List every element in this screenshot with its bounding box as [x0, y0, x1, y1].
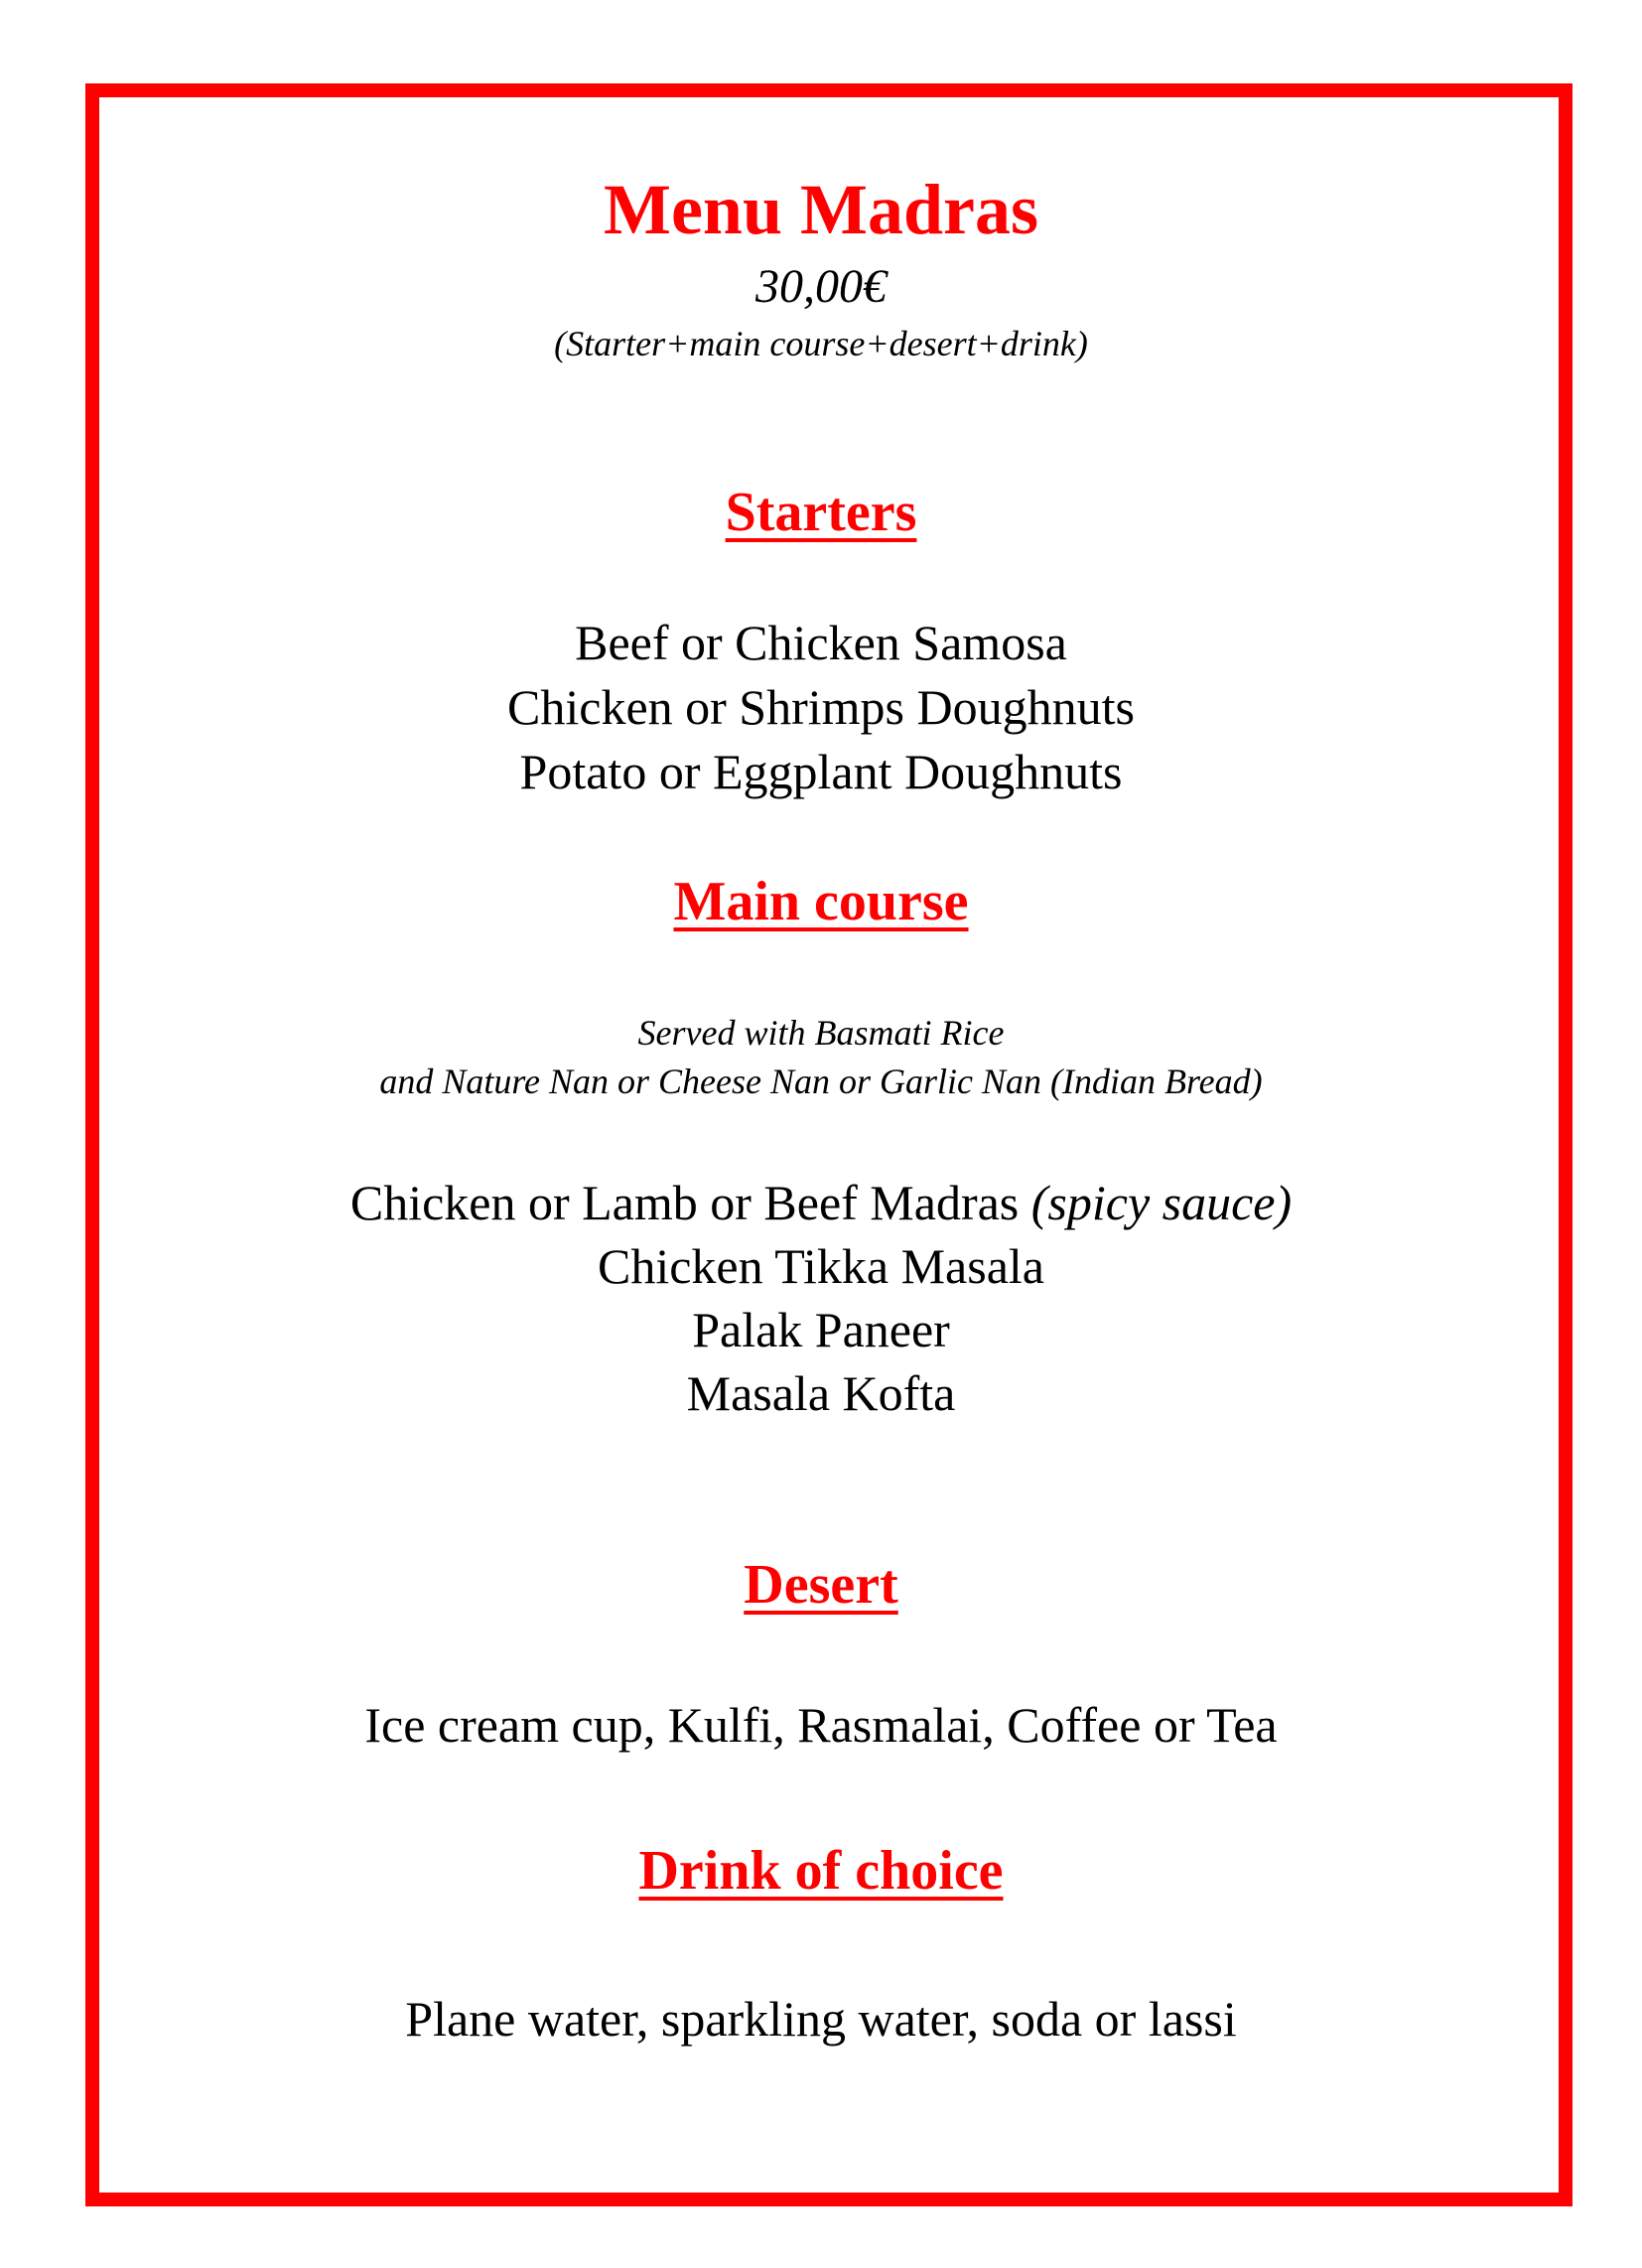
starter-item: Chicken or Shrimps Doughnuts: [507, 679, 1135, 735]
desert-heading: Desert: [744, 1554, 898, 1616]
main-course-item: Palak Paneer: [692, 1302, 950, 1357]
menu-formula: (Starter+main course+desert+drink): [554, 324, 1088, 363]
starter-item: Beef or Chicken Samosa: [575, 615, 1067, 670]
starter-item: Potato or Eggplant Doughnuts: [519, 744, 1123, 799]
menu-price: 30,00€: [755, 260, 887, 313]
drink-items: Plane water, sparkling water, soda or lassi: [405, 1991, 1237, 2047]
main-course-item-note: (spicy sauce): [1030, 1175, 1293, 1230]
menu-title: Menu Madras: [604, 170, 1038, 249]
main-course-item: Masala Kofta: [686, 1365, 956, 1421]
main-course-item: [0, 1175, 1642, 1230]
desert-items: Ice cream cup, Kulfi, Rasmalai, Coffee or Tea: [364, 1697, 1278, 1753]
drink-heading: Drink of choice: [638, 1840, 1004, 1902]
starters-heading: Starters: [725, 482, 917, 543]
main-course-note-line1: Served with Basmati Rice: [637, 1013, 1005, 1053]
main-course-heading: Main course: [673, 871, 969, 932]
main-course-note-line2: and Nature Nan or Cheese Nan or Garlic Nan (Indian Bread): [379, 1062, 1263, 1101]
main-course-item-name: Chicken or Lamb or Beef Madras: [349, 1175, 1031, 1230]
main-course-item: Chicken Tikka Masala: [598, 1238, 1044, 1294]
